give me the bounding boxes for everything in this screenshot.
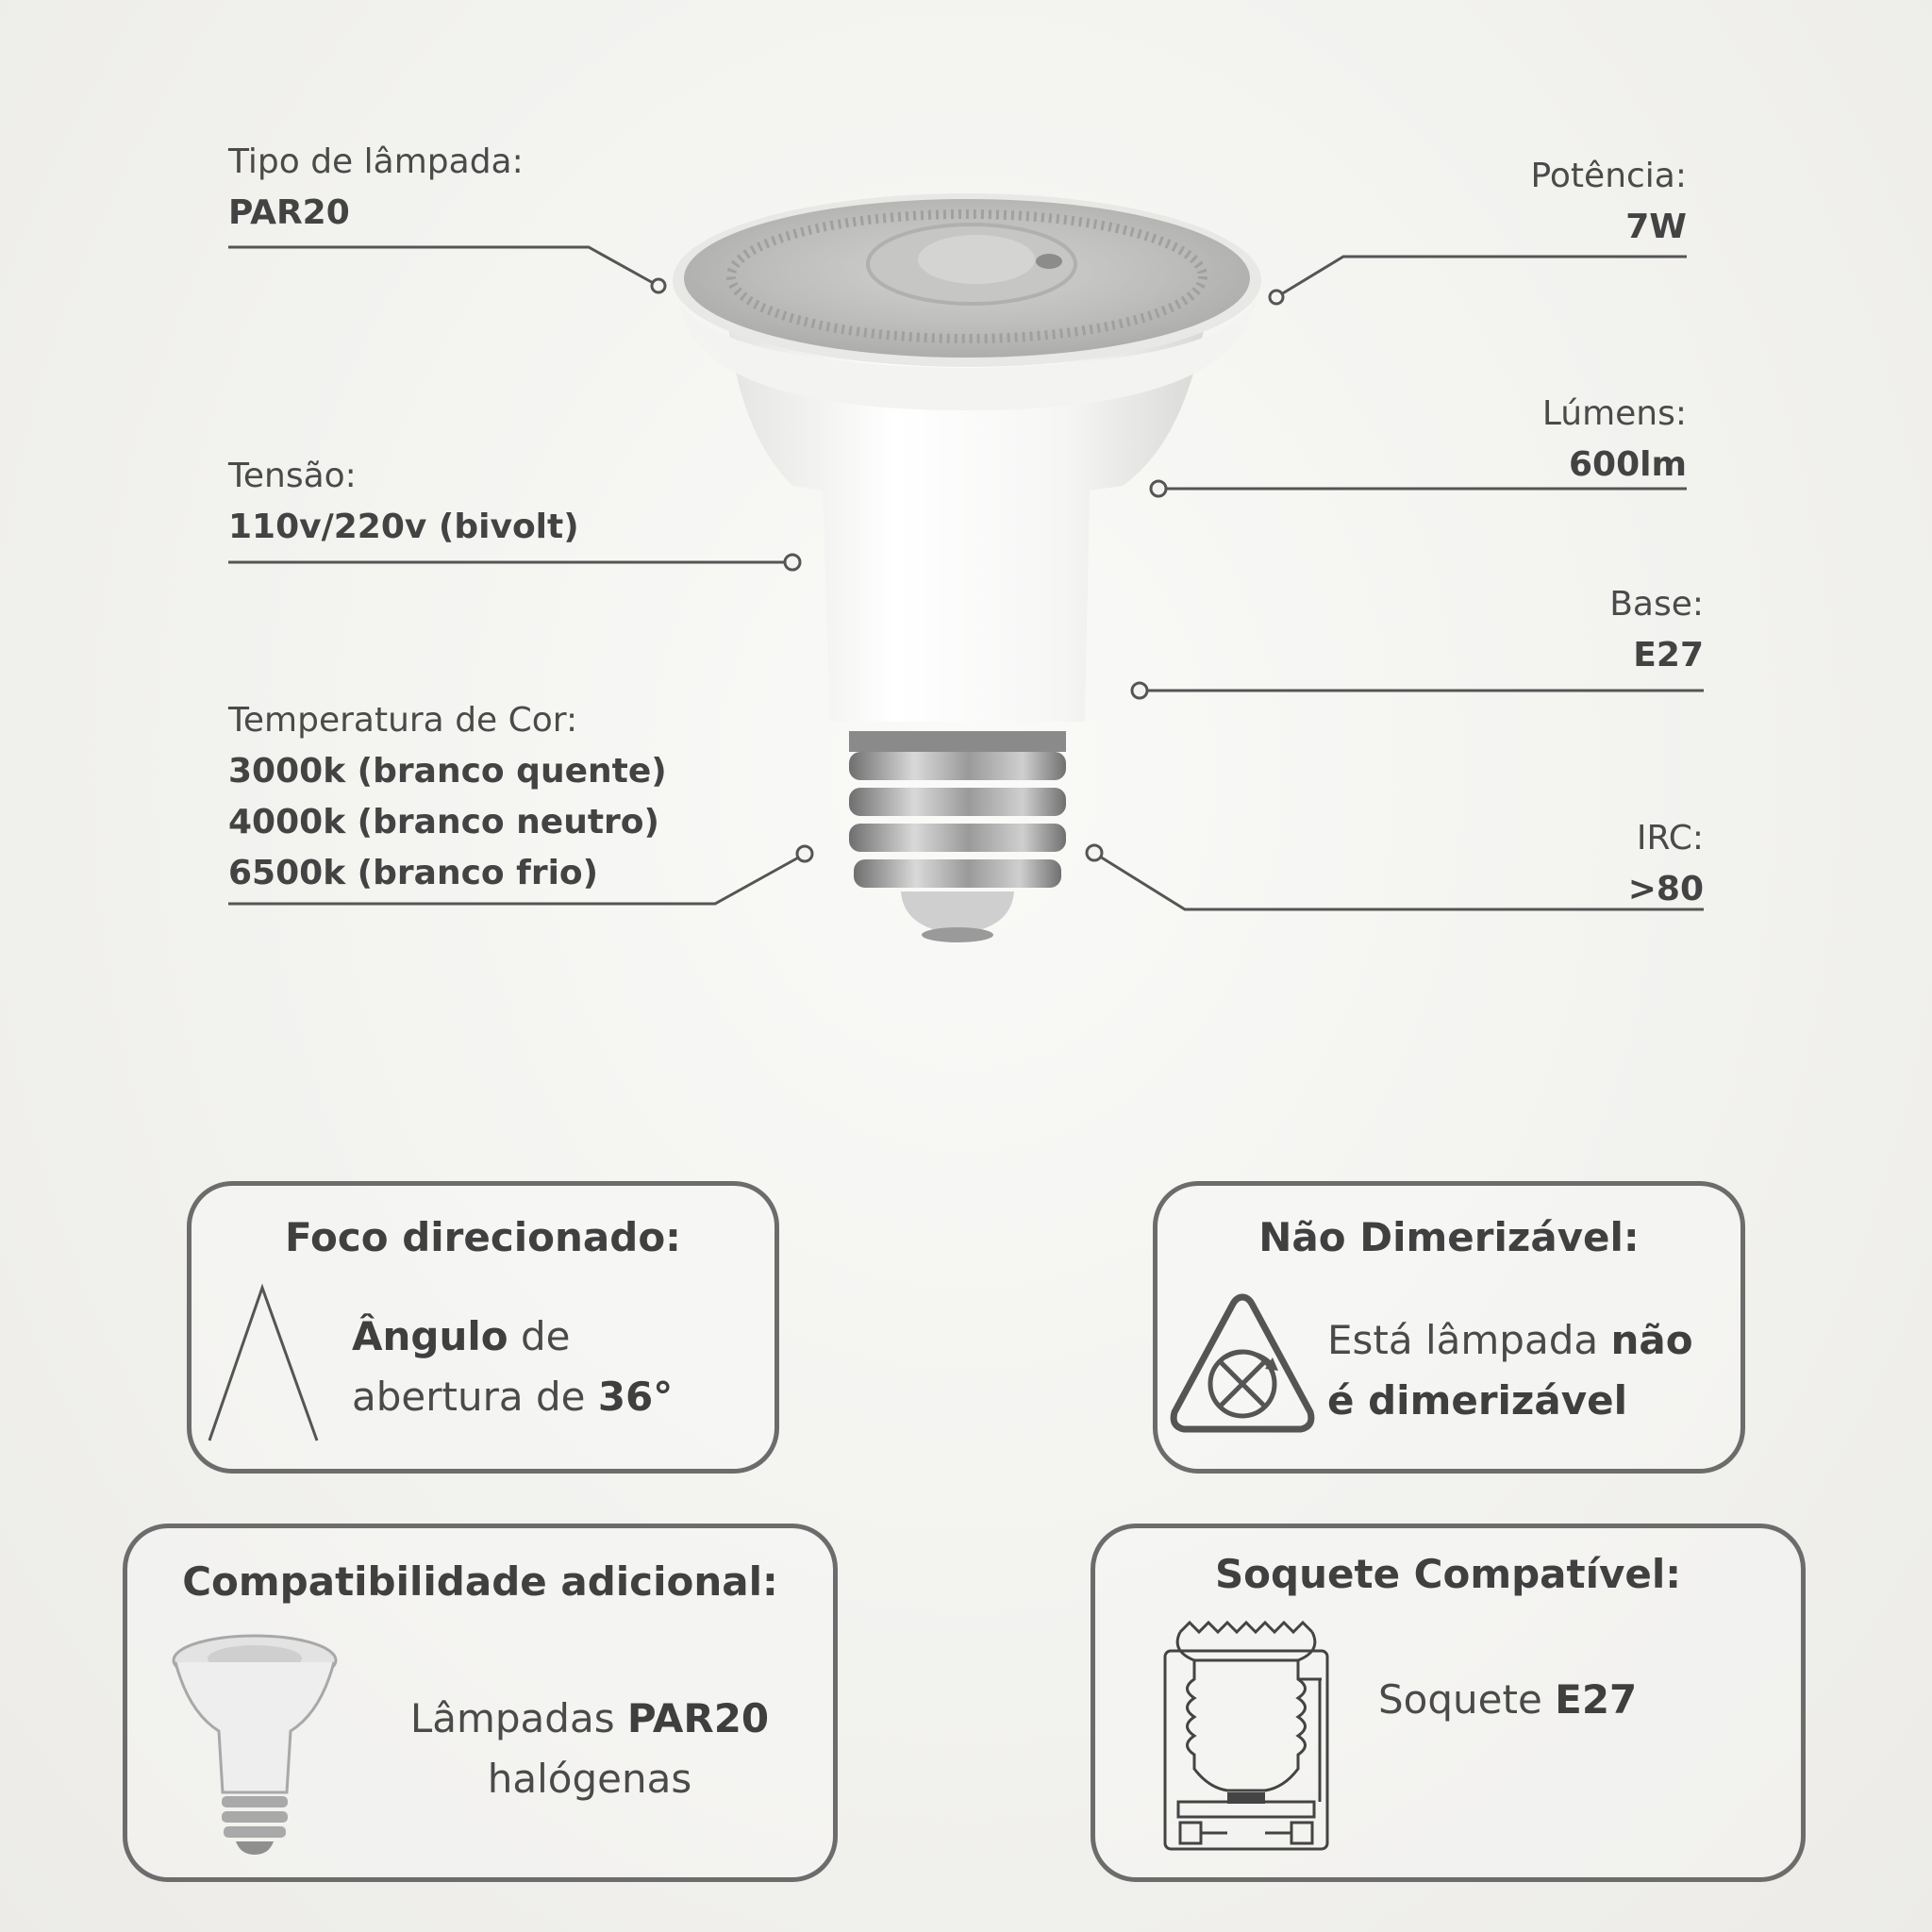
- spec-tensao: [228, 451, 579, 553]
- spec-potencia-value: 7W: [1625, 208, 1687, 246]
- card-dimer-title: Não Dimerizável:: [1258, 1214, 1640, 1260]
- spec-temperatura-value-2: 4000k (branco neutro): [228, 803, 659, 841]
- spec-tipo: [228, 137, 524, 239]
- card-soquete-text1: Soquete: [1378, 1676, 1556, 1723]
- card-foco-bold2: 36°: [597, 1374, 674, 1420]
- card-compat-text: [363, 1689, 816, 1809]
- par20-halogen-bulb-icon: [170, 1632, 340, 1858]
- spec-temperatura-value-1: 3000k (branco quente): [228, 752, 667, 791]
- spec-tensao-label: Tensão:: [228, 457, 357, 495]
- card-soquete-title: Soquete Compatível:: [1214, 1551, 1682, 1597]
- spec-temperatura-label: Temperatura de Cor:: [228, 701, 578, 740]
- spec-irc-value: >80: [1627, 870, 1704, 908]
- card-nao-dimerizavel: [1153, 1181, 1745, 1474]
- spec-base-label: Base:: [1609, 585, 1704, 624]
- card-dimer-text: [1327, 1310, 1693, 1431]
- beam-angle-icon: [206, 1280, 319, 1450]
- spec-base-value: E27: [1633, 636, 1704, 675]
- card-compat-bold1: PAR20: [626, 1695, 770, 1741]
- no-dimmer-warning-icon: [1167, 1290, 1318, 1441]
- spec-tipo-label: Tipo de lâmpada:: [228, 142, 524, 181]
- card-compat-text1: Lâmpadas: [409, 1695, 627, 1741]
- card-soquete-compativel: [1091, 1524, 1806, 1882]
- card-foco-bold1: Ângulo: [352, 1313, 508, 1359]
- card-foco-text: [352, 1307, 673, 1427]
- spec-irc: [1628, 813, 1704, 915]
- spec-irc-label: IRC:: [1636, 819, 1704, 858]
- card-soquete-bold1: E27: [1555, 1676, 1638, 1723]
- card-compat-text2: halógenas: [487, 1756, 692, 1802]
- spec-potencia-label: Potência:: [1530, 157, 1687, 195]
- card-foco-text1: de: [508, 1313, 571, 1359]
- spec-lumens-label: Lúmens:: [1541, 394, 1687, 433]
- spec-potencia: [1530, 151, 1687, 253]
- card-compatibilidade-adicional: [123, 1524, 838, 1882]
- e27-socket-icon: [1161, 1613, 1331, 1858]
- card-foco-title: Foco direcionado:: [285, 1214, 681, 1260]
- card-dimer-bold2: é dimerizável: [1327, 1377, 1627, 1424]
- spec-temperatura: [228, 695, 667, 899]
- spec-base: [1609, 579, 1704, 681]
- led-bulb-image: [660, 175, 1274, 986]
- card-foco-text2: abertura de: [352, 1374, 598, 1420]
- spec-tipo-value: PAR20: [228, 193, 350, 232]
- spec-tensao-value: 110v/220v (bivolt): [228, 508, 579, 546]
- spec-lumens: [1542, 389, 1687, 491]
- card-dimer-text1: Está lâmpada: [1327, 1317, 1611, 1363]
- spec-lumens-value: 600lm: [1569, 445, 1687, 484]
- card-compat-title: Compatibilidade adicional:: [182, 1558, 778, 1605]
- card-soquete-text: [1378, 1670, 1637, 1730]
- card-foco-direcionado: [187, 1181, 779, 1474]
- card-dimer-bold1: não: [1610, 1317, 1693, 1363]
- spec-temperatura-value-3: 6500k (branco frio): [228, 854, 599, 892]
